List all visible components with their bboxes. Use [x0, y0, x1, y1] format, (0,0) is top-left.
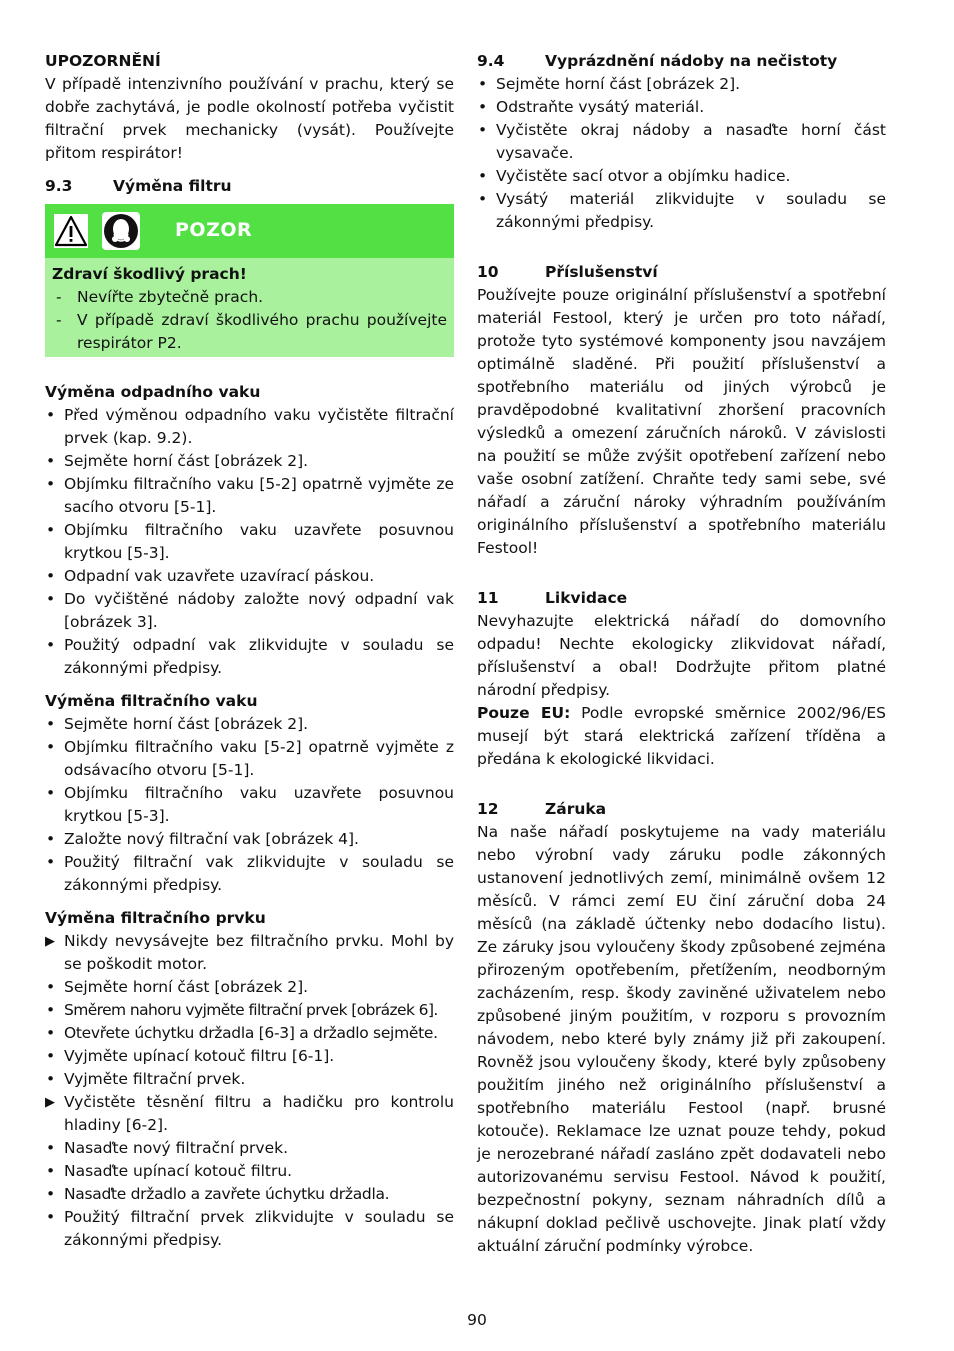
upozorneni-text: V případě intenzivního používání v prachu, který se dobře zachytává, je podle okolností potřeba vyčistit filtrační prvek mechanicky (vysát). Používejte přitom respirátor!	[45, 75, 454, 162]
section-title: Záruka	[545, 800, 607, 818]
list-item: • Použitý filtrační prvek zlikvidujte v souladu se zákonnými předpisy.	[45, 1206, 454, 1252]
s94-list	[477, 73, 886, 234]
section-title: Vyprázdnění nádoby na nečistoty	[545, 52, 838, 70]
warning-subtitle: Zdraví škodlivý prach!	[52, 265, 247, 283]
section-12-heading	[477, 798, 886, 821]
warning-list	[52, 286, 447, 355]
odpad-list	[45, 404, 454, 680]
list-item: • Objímku filtračního vaku [5-2] opatrně vyjměte z odsávacího otvoru [5-1].	[45, 736, 454, 782]
section-number: 10	[477, 263, 499, 281]
list-item: • Nasaďte upínací kotouč filtru.	[45, 1160, 454, 1183]
respirator-mask-icon	[102, 212, 140, 250]
filtvak-heading: Výměna filtračního vaku	[45, 692, 258, 710]
warning-triangle-icon	[54, 214, 88, 248]
list-item: • Použitý filtrační vak zlikvidujte v souladu se zákonnými předpisy.	[45, 851, 454, 897]
list-item: ▶ Vyčistěte těsnění filtru a hadičku pro kontrolu hladiny [6-2].	[45, 1091, 454, 1137]
eu-label: Pouze EU:	[477, 704, 571, 722]
section-11-heading	[477, 587, 886, 610]
list-item: • Vyčistěte sací otvor a objímku hadice.	[477, 165, 886, 188]
section-number: 11	[477, 589, 499, 607]
list-item: • Sejměte horní část [obrázek 2].	[477, 73, 886, 96]
section-title: Příslušenství	[545, 263, 658, 281]
section-title: Likvidace	[545, 589, 628, 607]
list-item: • Objímku filtračního vaku [5-2] opatrně vyjměte ze sacího otvoru [5-1].	[45, 473, 454, 519]
filtvak-list	[45, 713, 454, 897]
section-number: 9.4	[477, 52, 505, 70]
list-item: • Před výměnou odpadního vaku vyčistěte filtrační prvek (kap. 9.2).	[45, 404, 454, 450]
upozorneni-heading: UPOZORNĚNÍ	[45, 52, 161, 70]
section-title: Výměna filtru	[113, 177, 232, 195]
section-10-text: Používejte pouze originální příslušenství a spotřební materiál Festool, který je určen pro toto nářadí, protože tyto systémové komponenty jsou navzájem optimálně sladěné. Při použití příslušenství a spotřebního materiálu od jiných výrobců je pravděpodobné kvalitativní zhoršení pracovních výsledků a omezení záručních nároků. V závislosti na použití se může zvýšit opotřebení zařízení nebo vaše osobní zatížení. Chraňte tedy sami sebe, své nářadí a záruční nároky výhradním používáním originálního příslušenství a spotřebního materiálu Festool!	[477, 286, 886, 557]
section-number: 12	[477, 800, 499, 818]
list-item: • Sejměte horní část [obrázek 2].	[45, 713, 454, 736]
list-item: • Objímku filtračního vaku uzavřete posuvnou krytkou [5-3].	[45, 519, 454, 565]
section-10-heading	[477, 261, 886, 284]
list-item: • Vyčistěte okraj nádoby a nasaďte horní část vysavače.	[477, 119, 886, 165]
warning-box	[45, 204, 454, 357]
list-item: • Odpadní vak uzavřete uzavírací páskou.	[45, 565, 454, 588]
section-11-text: Nevyhazujte elektrická nářadí do domovního odpadu! Nechte ekologicky zlikvidovat nářadí, příslušenství a obal! Dodržujte přitom platné národní předpisy.	[477, 612, 886, 699]
list-item: • Vyjměte filtrační prvek.	[45, 1068, 454, 1091]
list-item: • Směrem nahoru vyjměte filtrační prvek [obrázek 6].	[45, 999, 454, 1022]
section-number: 9.3	[45, 177, 73, 195]
list-item: • Odstraňte vysátý materiál.	[477, 96, 886, 119]
list-item: • Otevřete úchytku držadla [6-3] a držadlo sejměte.	[45, 1022, 454, 1045]
list-item: - Nevířte zbytečně prach.	[52, 286, 447, 309]
warning-title: POZOR	[175, 219, 253, 241]
list-item: • Použitý odpadní vak zlikvidujte v souladu se zákonnými předpisy.	[45, 634, 454, 680]
warning-header	[45, 204, 454, 258]
list-item: • Založte nový filtrační vak [obrázek 4].	[45, 828, 454, 851]
section-12-text: Na naše nářadí poskytujeme na vady materiálu nebo výrobní vady záruku podle zákonných ustanovení jednotlivých zemí, minimálně ovšem 12 měsíců. V rámci zemí EU činí záruční doba 24 měsíců (na základě účtenky nebo dodacího listu). Ze záruky jsou vyloučeny škody způsobené zejména přirozeným opotřebením, přetížením, neodborným zacházením, resp. škody zaviněné uživatelem nebo způsobené jiným použitím, v rozporu s provozním návodem, nebo které byly známy již při zakoupení. Rovněž jsou vyloučeny škody, které byly způsobeny použitím jiného než originálního příslušenství a spotřebního materiálu Festool (např. brusné kotouče). Reklamace lze uznat pouze tehdy, pokud je nerozebrané nářadí zasláno zpět dodavateli nebo autorizovanému servisu Festool. Návod k použití, bezpečnostní pokyny, seznam náhradních dílů a nákupní doklad pečlivě uschovejte. Jinak platí vždy aktuální záruční podmínky výrobce.	[477, 823, 886, 1255]
list-item: • Objímku filtračního vaku uzavřete posuvnou krytkou [5-3].	[45, 782, 454, 828]
warning-body	[45, 258, 454, 357]
odpad-heading: Výměna odpadního vaku	[45, 383, 261, 401]
list-item: • Do vyčištěné nádoby založte nový odpadní vak [obrázek 3].	[45, 588, 454, 634]
list-item: • Sejměte horní část [obrázek 2].	[45, 976, 454, 999]
list-item: - V případě zdraví škodlivého prachu používejte respirátor P2.	[52, 309, 447, 355]
prvek-list	[45, 930, 454, 1252]
prvek-heading: Výměna filtračního prvku	[45, 909, 266, 927]
left-column	[45, 50, 454, 1252]
section-11-eu-paragraph	[477, 702, 886, 771]
list-item: • Nasaďte držadlo a zavřete úchytku držadla.	[45, 1183, 454, 1206]
section-9-4-heading	[477, 50, 886, 73]
right-column	[477, 50, 886, 1258]
list-item: • Vysátý materiál zlikvidujte v souladu se zákonnými předpisy.	[477, 188, 886, 234]
list-item: ▶ Nikdy nevysávejte bez filtračního prvku. Mohl by se poškodit motor.	[45, 930, 454, 976]
page-number: 90	[467, 1311, 487, 1329]
section-9-3-heading	[45, 175, 454, 198]
eu-text: Podle evropské směrnice 2002/96/ES musejí být stará elektrická zařízení tříděna a předána k ekologické likvidaci.	[477, 704, 886, 768]
list-item: • Vyjměte upínací kotouč filtru [6-1].	[45, 1045, 454, 1068]
list-item: • Nasaďte nový filtrační prvek.	[45, 1137, 454, 1160]
list-item: • Sejměte horní část [obrázek 2].	[45, 450, 454, 473]
